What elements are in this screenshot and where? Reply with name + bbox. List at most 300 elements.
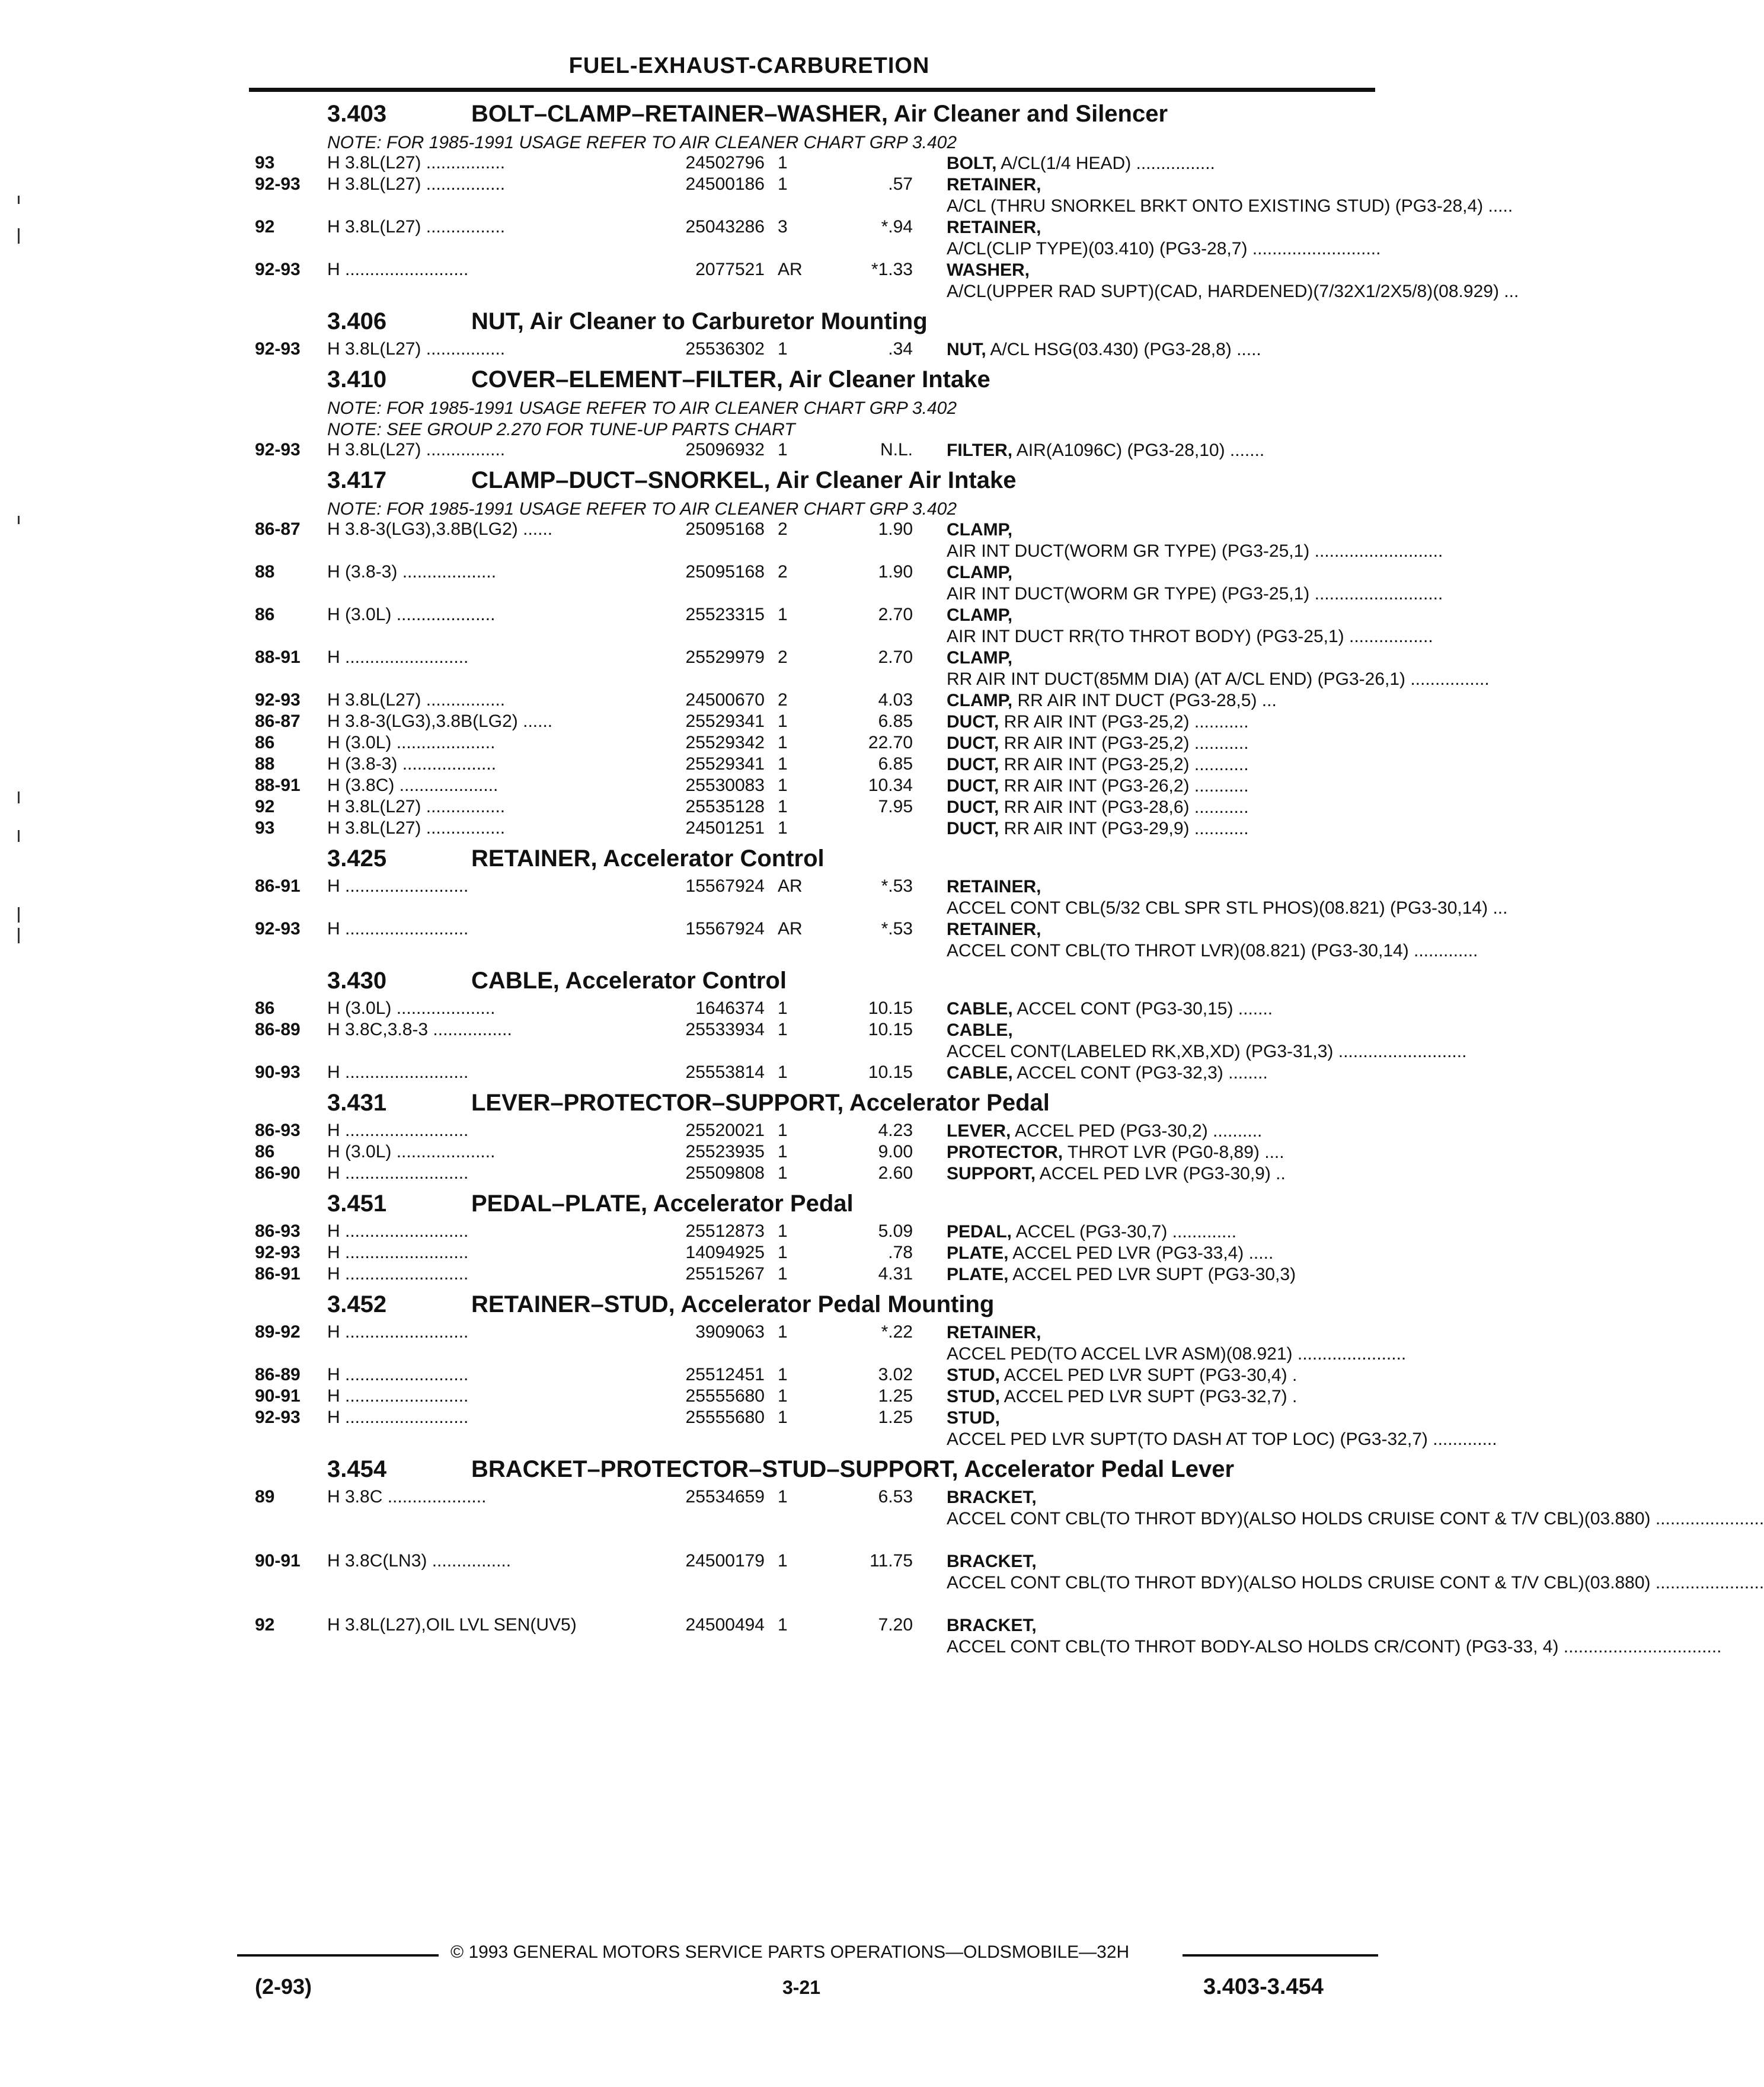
model-years: 92-93 bbox=[255, 1408, 301, 1427]
engine-application: H 3.8L(L27) ................ bbox=[327, 217, 506, 237]
section-title: NUT, Air Cleaner to Carburetor Mounting bbox=[471, 308, 928, 334]
engine-application: H ......................... bbox=[327, 1365, 469, 1384]
section-title: COVER–ELEMENT–FILTER, Air Cleaner Intake bbox=[471, 366, 990, 392]
section-number: 3.430 bbox=[327, 968, 387, 994]
price: 2.60 bbox=[878, 1163, 913, 1183]
note-text: NOTE: FOR 1985-1991 USAGE REFER TO AIR CLEANER CHART GRP 3.402 bbox=[327, 398, 957, 418]
engine-application: H ......................... bbox=[327, 260, 469, 279]
quantity: 1 bbox=[778, 1365, 788, 1384]
part-number: 25523315 bbox=[685, 605, 765, 624]
quantity: 1 bbox=[778, 339, 788, 359]
part-row bbox=[0, 1365, 1498, 1386]
part-description bbox=[947, 1264, 1379, 1285]
parts-listing bbox=[0, 95, 1764, 1679]
quantity: 1 bbox=[778, 1551, 788, 1571]
engine-application: H (3.0L) .................... bbox=[327, 605, 496, 624]
section-heading bbox=[0, 840, 1498, 876]
part-description bbox=[947, 1408, 1497, 1450]
part-number: 25530083 bbox=[685, 776, 765, 795]
part-number: 24502796 bbox=[685, 153, 765, 173]
engine-application: H ......................... bbox=[327, 1264, 469, 1284]
engine-application: H ......................... bbox=[327, 1243, 469, 1262]
part-detail: AIR INT DUCT RR(TO THROT BODY) (PG3-25,1) ................. bbox=[947, 627, 1433, 646]
engine-application: H (3.8-3) ................... bbox=[327, 754, 497, 774]
part-row bbox=[0, 339, 1498, 360]
section-heading bbox=[0, 360, 1498, 397]
part-description bbox=[947, 754, 1379, 776]
model-years: 88 bbox=[255, 562, 275, 582]
footer-copyright: © 1993 GENERAL MOTORS SERVICE PARTS OPERATIONS—OLDSMOBILE—32H bbox=[450, 1942, 1130, 1962]
part-row bbox=[0, 1221, 1498, 1243]
section-note bbox=[0, 419, 1498, 440]
part-name: BRACKET, bbox=[947, 1488, 1037, 1507]
part-row bbox=[0, 1020, 1498, 1062]
price: 4.23 bbox=[878, 1121, 913, 1140]
part-number: 25535128 bbox=[685, 797, 765, 816]
price: 1.90 bbox=[878, 519, 913, 539]
part-description bbox=[947, 690, 1379, 711]
model-years: 86-87 bbox=[255, 519, 301, 539]
engine-application: H 3.8C .................... bbox=[327, 1487, 487, 1507]
quantity: AR bbox=[778, 876, 803, 896]
part-detail: ACCEL CONT CBL(TO THROT BODY-ALSO HOLDS CR/CONT) (PG3-33, 4) ................................ bbox=[947, 1637, 1722, 1657]
price: 6.85 bbox=[878, 711, 913, 731]
engine-application: H ......................... bbox=[327, 876, 469, 896]
model-years: 92 bbox=[255, 217, 275, 237]
part-row bbox=[0, 605, 1498, 647]
scan-mark bbox=[18, 928, 20, 943]
part-number: 25555680 bbox=[685, 1386, 765, 1406]
part-name: DUCT, bbox=[947, 733, 999, 753]
quantity: 1 bbox=[778, 440, 788, 459]
part-name: CABLE, bbox=[947, 999, 1013, 1019]
model-years: 93 bbox=[255, 818, 275, 838]
part-detail: A/CL(1/4 HEAD) ................ bbox=[996, 154, 1215, 173]
part-number: 25512873 bbox=[685, 1221, 765, 1241]
page-header-title: FUEL-EXHAUST-CARBURETION bbox=[568, 53, 930, 78]
price: 6.85 bbox=[878, 754, 913, 774]
section-title: PEDAL–PLATE, Accelerator Pedal bbox=[471, 1191, 854, 1217]
part-description bbox=[947, 519, 1443, 562]
part-detail: RR AIR INT (PG3-28,6) ........... bbox=[999, 797, 1249, 817]
part-number: 25529341 bbox=[685, 711, 765, 731]
quantity: 1 bbox=[778, 818, 788, 838]
part-row bbox=[0, 1487, 1764, 1551]
part-number: 3909063 bbox=[695, 1322, 765, 1342]
part-description bbox=[947, 217, 1379, 260]
model-years: 92-93 bbox=[255, 919, 301, 939]
engine-application: H 3.8L(L27) ................ bbox=[327, 339, 506, 359]
section-number: 3.452 bbox=[327, 1291, 387, 1317]
part-detail: ACCEL PED LVR SUPT (PG3-30,3) bbox=[1008, 1265, 1296, 1284]
part-number: 24500186 bbox=[685, 174, 765, 194]
part-number: 25529341 bbox=[685, 754, 765, 774]
part-number: 15567924 bbox=[685, 876, 765, 896]
price: 5.09 bbox=[878, 1221, 913, 1241]
section-number: 3.454 bbox=[327, 1456, 387, 1482]
engine-application: H 3.8-3(LG3),3.8B(LG2) ...... bbox=[327, 519, 553, 539]
part-number: 24501251 bbox=[685, 818, 765, 838]
part-description bbox=[947, 440, 1379, 461]
section-heading bbox=[0, 461, 1498, 498]
part-description bbox=[947, 776, 1379, 797]
part-number: 15567924 bbox=[685, 919, 765, 939]
part-detail: RR AIR INT (PG3-25,2) ........... bbox=[999, 755, 1249, 774]
part-row bbox=[0, 998, 1498, 1020]
part-description bbox=[947, 562, 1443, 605]
part-name: RETAINER, bbox=[947, 175, 1041, 194]
part-number: 25534659 bbox=[685, 1487, 765, 1507]
part-row bbox=[0, 733, 1498, 754]
model-years: 92 bbox=[255, 797, 275, 816]
footer-rule-right bbox=[1183, 1954, 1378, 1957]
part-description bbox=[947, 919, 1478, 962]
part-row bbox=[0, 876, 1508, 919]
part-number: 25529342 bbox=[685, 733, 765, 752]
part-description bbox=[947, 1386, 1379, 1408]
engine-application: H 3.8L(L27) ................ bbox=[327, 690, 506, 710]
part-name: STUD, bbox=[947, 1387, 1000, 1406]
part-row bbox=[0, 1163, 1498, 1185]
part-name: CLAMP, bbox=[947, 648, 1013, 668]
price: *.53 bbox=[881, 919, 913, 939]
part-detail: A/CL HSG(03.430) (PG3-28,8) ..... bbox=[986, 340, 1261, 359]
part-row bbox=[0, 440, 1498, 461]
price: *.94 bbox=[881, 217, 913, 237]
part-row bbox=[0, 797, 1498, 818]
engine-application: H 3.8C,3.8-3 ................ bbox=[327, 1020, 512, 1039]
part-detail: ACCEL PED (PG3-30,2) .......... bbox=[1011, 1121, 1263, 1141]
part-detail: A/CL(CLIP TYPE)(03.410) (PG3-28,7) .......................... bbox=[947, 239, 1381, 259]
engine-application: H 3.8L(L27),OIL LVL SEN(UV5) bbox=[327, 1615, 577, 1635]
price: 22.70 bbox=[868, 733, 913, 752]
part-row bbox=[0, 1243, 1498, 1264]
part-name: PROTECTOR, bbox=[947, 1143, 1063, 1162]
engine-application: H 3.8L(L27) ................ bbox=[327, 153, 506, 173]
quantity: 2 bbox=[778, 562, 788, 582]
footer-page-number: 3-21 bbox=[782, 1977, 821, 1998]
part-detail: RR AIR INT (PG3-29,9) ........... bbox=[999, 819, 1249, 838]
part-row bbox=[0, 1062, 1498, 1084]
part-row bbox=[0, 562, 1498, 605]
part-row bbox=[0, 1264, 1498, 1285]
part-detail: ACCEL PED LVR (PG3-30,9) .. bbox=[1036, 1164, 1286, 1183]
part-description bbox=[947, 1243, 1379, 1264]
part-name: NUT, bbox=[947, 340, 986, 359]
part-detail: RR AIR INT DUCT(85MM DIA) (AT A/CL END) (PG3-26,1) ................ bbox=[947, 669, 1490, 689]
quantity: 1 bbox=[778, 1142, 788, 1161]
price: 7.20 bbox=[878, 1615, 913, 1635]
price: 1.25 bbox=[878, 1408, 913, 1427]
engine-application: H ......................... bbox=[327, 919, 469, 939]
model-years: 86 bbox=[255, 1142, 275, 1161]
price: *1.33 bbox=[871, 260, 913, 279]
part-name: DUCT, bbox=[947, 819, 999, 838]
part-number: 25095168 bbox=[685, 562, 765, 582]
model-years: 88-91 bbox=[255, 647, 301, 667]
scan-mark bbox=[18, 792, 20, 803]
part-description bbox=[947, 998, 1379, 1020]
price: 4.03 bbox=[878, 690, 913, 710]
price: 9.00 bbox=[878, 1142, 913, 1161]
model-years: 86-90 bbox=[255, 1163, 301, 1183]
engine-application: H (3.8-3) ................... bbox=[327, 562, 497, 582]
part-description bbox=[947, 153, 1379, 174]
part-detail: ACCEL CONT (PG3-30,15) ....... bbox=[1012, 999, 1273, 1019]
price: 6.53 bbox=[878, 1487, 913, 1507]
part-number: 24500494 bbox=[685, 1615, 765, 1635]
part-name: CLAMP, bbox=[947, 605, 1013, 625]
section-title: CLAMP–DUCT–SNORKEL, Air Cleaner Air Intake bbox=[471, 467, 1017, 493]
part-description bbox=[947, 260, 1519, 302]
model-years: 90-93 bbox=[255, 1062, 301, 1082]
engine-application: H ......................... bbox=[327, 1221, 469, 1241]
section-title: RETAINER–STUD, Accelerator Pedal Mounting bbox=[471, 1291, 995, 1317]
part-description bbox=[947, 1221, 1379, 1243]
part-detail: RR AIR INT DUCT (PG3-28,5) ... bbox=[1012, 691, 1277, 710]
model-years: 92-93 bbox=[255, 260, 301, 279]
quantity: 3 bbox=[778, 217, 788, 237]
part-name: RETAINER, bbox=[947, 1323, 1041, 1342]
part-name: STUD, bbox=[947, 1408, 1000, 1428]
footer-rule-left bbox=[237, 1954, 439, 1957]
part-description bbox=[947, 876, 1508, 919]
quantity: 1 bbox=[778, 998, 788, 1018]
part-description bbox=[947, 818, 1379, 840]
engine-application: H (3.0L) .................... bbox=[327, 998, 496, 1018]
section-note bbox=[0, 397, 1498, 419]
quantity: 1 bbox=[778, 1264, 788, 1284]
part-name: BOLT, bbox=[947, 154, 997, 173]
scan-mark bbox=[18, 516, 20, 524]
part-row bbox=[0, 1615, 1722, 1679]
part-name: PEDAL, bbox=[947, 1222, 1012, 1242]
quantity: AR bbox=[778, 260, 803, 279]
price: 2.70 bbox=[878, 605, 913, 624]
model-years: 92-93 bbox=[255, 339, 301, 359]
price: 2.70 bbox=[878, 647, 913, 667]
part-number: 25529979 bbox=[685, 647, 765, 667]
quantity: 1 bbox=[778, 174, 788, 194]
section-note bbox=[0, 132, 1498, 153]
engine-application: H 3.8L(L27) ................ bbox=[327, 797, 506, 816]
part-row bbox=[0, 754, 1498, 776]
section-number: 3.410 bbox=[327, 366, 387, 392]
price: .34 bbox=[888, 339, 913, 359]
engine-application: H ......................... bbox=[327, 1408, 469, 1427]
part-detail: RR AIR INT (PG3-26,2) ........... bbox=[999, 776, 1249, 796]
part-name: PLATE, bbox=[947, 1243, 1009, 1263]
part-row bbox=[0, 776, 1498, 797]
price: N.L. bbox=[880, 440, 913, 459]
part-number: 25515267 bbox=[685, 1264, 765, 1284]
engine-application: H (3.0L) .................... bbox=[327, 1142, 496, 1161]
part-detail: A/CL(UPPER RAD SUPT)(CAD, HARDENED)(7/32X1/2X5/8)(08.929) ... bbox=[947, 282, 1519, 301]
quantity: 1 bbox=[778, 1322, 788, 1342]
part-row bbox=[0, 1551, 1764, 1615]
part-detail: ACCEL PED LVR SUPT (PG3-30,4) . bbox=[1000, 1365, 1298, 1385]
part-description bbox=[947, 1020, 1467, 1062]
section-title: CABLE, Accelerator Control bbox=[471, 968, 787, 994]
part-detail: ACCEL CONT CBL(TO THROT LVR)(08.821) (PG3-30,14) ............. bbox=[947, 941, 1478, 960]
quantity: 1 bbox=[778, 1062, 788, 1082]
model-years: 93 bbox=[255, 153, 275, 173]
part-name: CABLE, bbox=[947, 1063, 1013, 1083]
footer-date: (2-93) bbox=[255, 1974, 312, 1999]
part-detail: ACCEL (PG3-30,7) ............. bbox=[1012, 1222, 1237, 1242]
part-detail: THROT LVR (PG0-8,89) .... bbox=[1063, 1143, 1284, 1162]
part-number: 2077521 bbox=[695, 260, 765, 279]
model-years: 92-93 bbox=[255, 1243, 301, 1262]
quantity: 1 bbox=[778, 733, 788, 752]
part-number: 25536302 bbox=[685, 339, 765, 359]
engine-application: H (3.8C) .................... bbox=[327, 776, 498, 795]
model-years: 88-91 bbox=[255, 776, 301, 795]
model-years: 86 bbox=[255, 998, 275, 1018]
quantity: AR bbox=[778, 919, 803, 939]
engine-application: H ......................... bbox=[327, 647, 469, 667]
part-name: FILTER, bbox=[947, 441, 1013, 460]
part-description bbox=[947, 1163, 1379, 1185]
quantity: 2 bbox=[778, 519, 788, 539]
scan-mark bbox=[18, 907, 20, 923]
section-number: 3.406 bbox=[327, 308, 387, 334]
part-detail: RR AIR INT (PG3-25,2) ........... bbox=[999, 733, 1249, 753]
header-rule bbox=[249, 88, 1375, 92]
engine-application: H ......................... bbox=[327, 1163, 469, 1183]
part-detail: AIR INT DUCT(WORM GR TYPE) (PG3-25,1) .......................... bbox=[947, 541, 1443, 561]
quantity: 1 bbox=[778, 153, 788, 173]
part-number: 25512451 bbox=[685, 1365, 765, 1384]
part-row bbox=[0, 919, 1498, 962]
section-note bbox=[0, 498, 1498, 519]
part-description bbox=[947, 1062, 1379, 1084]
part-description bbox=[947, 174, 1513, 217]
section-heading bbox=[0, 1450, 1498, 1487]
scan-mark bbox=[18, 830, 20, 842]
part-detail: ACCEL CONT CBL(TO THROT BDY)(ALSO HOLDS CRUISE CONT & T/V CBL)(03.880) ...................... bbox=[947, 1573, 1764, 1593]
price: 7.95 bbox=[878, 797, 913, 816]
model-years: 86-93 bbox=[255, 1221, 301, 1241]
part-name: CLAMP, bbox=[947, 691, 1013, 710]
quantity: 1 bbox=[778, 605, 788, 624]
section-number: 3.417 bbox=[327, 467, 387, 493]
part-name: BRACKET, bbox=[947, 1552, 1037, 1571]
model-years: 92-93 bbox=[255, 174, 301, 194]
section-number: 3.425 bbox=[327, 845, 387, 872]
engine-application: H 3.8-3(LG3),3.8B(LG2) ...... bbox=[327, 711, 553, 731]
price: 10.15 bbox=[868, 1062, 913, 1082]
part-description bbox=[947, 1142, 1379, 1163]
model-years: 90-91 bbox=[255, 1386, 301, 1406]
part-name: DUCT, bbox=[947, 755, 999, 774]
part-name: DUCT, bbox=[947, 776, 999, 796]
quantity: 1 bbox=[778, 1243, 788, 1262]
part-number: 25555680 bbox=[685, 1408, 765, 1427]
model-years: 86-89 bbox=[255, 1365, 301, 1384]
quantity: 1 bbox=[778, 1020, 788, 1039]
section-heading bbox=[0, 302, 1498, 339]
part-number: 14094925 bbox=[685, 1243, 765, 1262]
part-name: BRACKET, bbox=[947, 1616, 1037, 1635]
part-description bbox=[947, 1121, 1379, 1142]
part-row bbox=[0, 711, 1498, 733]
part-number: 25095168 bbox=[685, 519, 765, 539]
part-row bbox=[0, 519, 1498, 562]
part-detail: AIR(A1096C) (PG3-28,10) ....... bbox=[1012, 441, 1265, 460]
part-row bbox=[0, 690, 1498, 711]
part-number: 24500179 bbox=[685, 1551, 765, 1571]
part-row bbox=[0, 1142, 1498, 1163]
section-heading bbox=[0, 95, 1498, 132]
part-number: 24500670 bbox=[685, 690, 765, 710]
quantity: 2 bbox=[778, 647, 788, 667]
model-years: 86-91 bbox=[255, 876, 301, 896]
quantity: 1 bbox=[778, 1487, 788, 1507]
quantity: 1 bbox=[778, 754, 788, 774]
part-name: RETAINER, bbox=[947, 877, 1041, 896]
part-description bbox=[947, 605, 1433, 647]
engine-application: H ......................... bbox=[327, 1121, 469, 1140]
section-number: 3.403 bbox=[327, 101, 387, 127]
price: 4.31 bbox=[878, 1264, 913, 1284]
quantity: 2 bbox=[778, 690, 788, 710]
part-description bbox=[947, 797, 1379, 818]
section-title: LEVER–PROTECTOR–SUPPORT, Accelerator Pedal bbox=[471, 1090, 1050, 1116]
engine-application: H ......................... bbox=[327, 1386, 469, 1406]
section-title: BRACKET–PROTECTOR–STUD–SUPPORT, Accelerator Pedal Lever bbox=[471, 1456, 1235, 1482]
model-years: 92 bbox=[255, 1615, 275, 1635]
part-name: CABLE, bbox=[947, 1020, 1013, 1040]
part-detail: AIR INT DUCT(WORM GR TYPE) (PG3-25,1) .......................... bbox=[947, 584, 1443, 604]
part-row bbox=[0, 153, 1498, 174]
price: 10.15 bbox=[868, 998, 913, 1018]
model-years: 86-89 bbox=[255, 1020, 301, 1039]
part-detail: ACCEL PED LVR SUPT(TO DASH AT TOP LOC) (PG3-32,7) ............. bbox=[947, 1429, 1497, 1449]
part-number: 25520021 bbox=[685, 1121, 765, 1140]
part-description bbox=[947, 1365, 1379, 1386]
part-description bbox=[947, 1487, 1764, 1530]
engine-application: H ......................... bbox=[327, 1322, 469, 1342]
part-name: DUCT, bbox=[947, 797, 999, 817]
part-number: 25096932 bbox=[685, 440, 765, 459]
part-description bbox=[947, 1322, 1407, 1365]
part-name: DUCT, bbox=[947, 712, 999, 732]
quantity: 1 bbox=[778, 711, 788, 731]
part-detail: ACCEL CONT CBL(5/32 CBL SPR STL PHOS)(08.821) (PG3-30,14) ... bbox=[947, 898, 1508, 918]
price: 11.75 bbox=[870, 1551, 913, 1571]
price: *.22 bbox=[881, 1322, 913, 1342]
part-description bbox=[947, 339, 1379, 360]
part-name: RETAINER, bbox=[947, 218, 1041, 237]
part-detail: A/CL (THRU SNORKEL BRKT ONTO EXISTING STUD) (PG3-28,4) ..... bbox=[947, 196, 1513, 216]
part-description bbox=[947, 1551, 1764, 1594]
part-row bbox=[0, 818, 1498, 840]
engine-application: H 3.8C(LN3) ................ bbox=[327, 1551, 512, 1571]
part-name: SUPPORT, bbox=[947, 1164, 1036, 1183]
engine-application: H 3.8L(L27) ................ bbox=[327, 818, 506, 838]
section-title: RETAINER, Accelerator Control bbox=[471, 845, 825, 872]
section-number: 3.451 bbox=[327, 1191, 387, 1217]
part-number: 25533934 bbox=[685, 1020, 765, 1039]
model-years: 89 bbox=[255, 1487, 275, 1507]
price: 3.02 bbox=[878, 1365, 913, 1384]
engine-application: H 3.8L(L27) ................ bbox=[327, 174, 506, 194]
part-detail: ACCEL PED LVR (PG3-33,4) ..... bbox=[1008, 1243, 1274, 1263]
part-detail: ACCEL PED(TO ACCEL LVR ASM)(08.921) ...................... bbox=[947, 1344, 1407, 1364]
section-heading bbox=[0, 1285, 1498, 1322]
model-years: 89-92 bbox=[255, 1322, 301, 1342]
